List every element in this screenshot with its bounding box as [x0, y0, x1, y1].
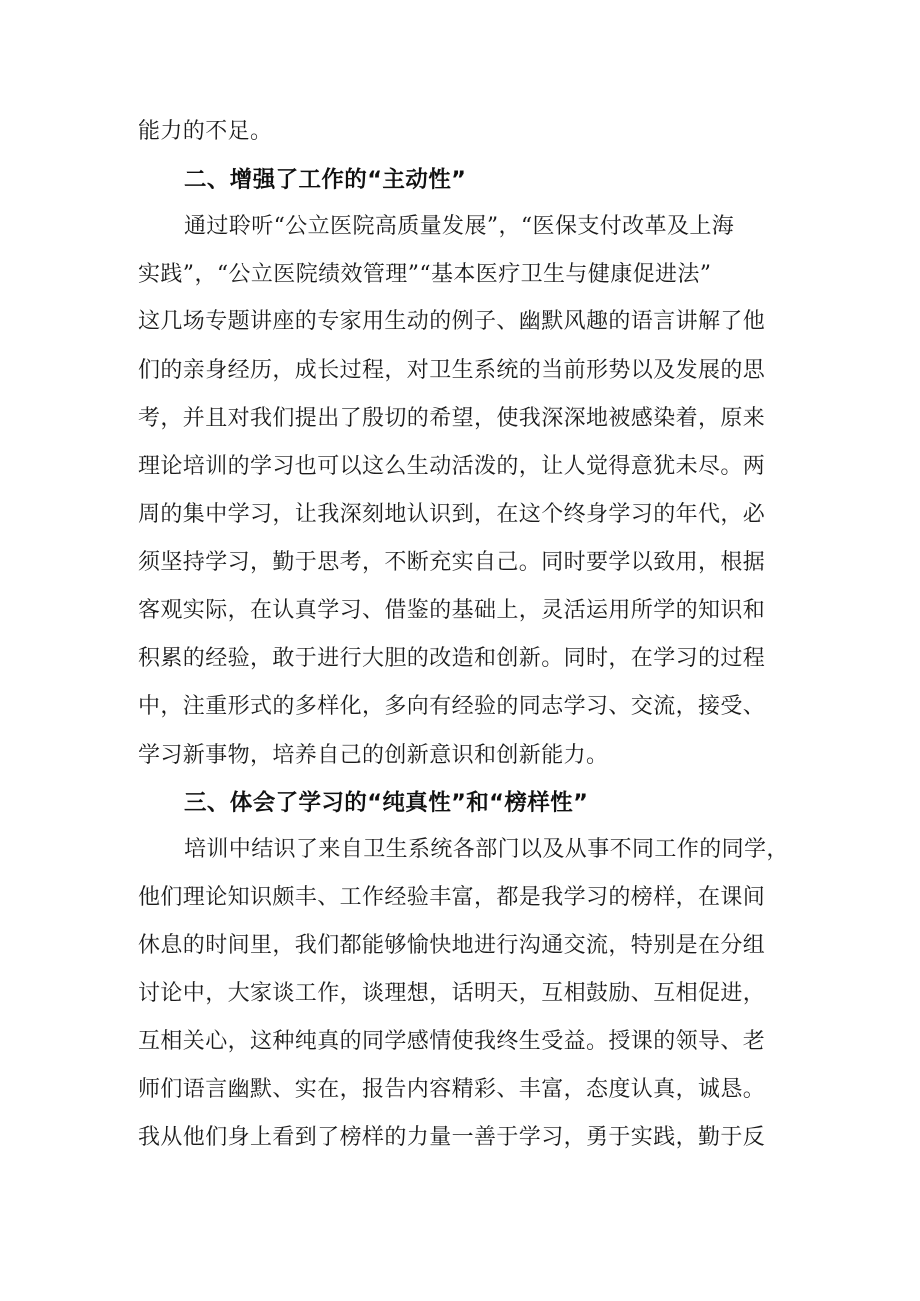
- paragraph-line: 师们语言幽默、实在，报告内容精彩、丰富，态度认真，诚恳。: [138, 1077, 766, 1102]
- paragraph-line: 学习新事物，培养自己的创新意识和创新能力。: [138, 743, 609, 768]
- paragraph-line: 客观实际，在认真学习、借鉴的基础上，灵活运用所学的知识和: [138, 598, 766, 623]
- paragraph-line: 须坚持学习，勤于思考，不断充实自己。同时要学以致用，根据: [138, 550, 766, 575]
- paragraph-line: 们的亲身经历，成长过程，对卫生系统的当前形势以及发展的思: [138, 358, 766, 383]
- paragraph-line: 讨论中，大家谈工作，谈理想，话明天，互相鼓励、互相促进，: [138, 981, 766, 1006]
- paragraph-line: 考，并且对我们提出了殷切的希望，使我深深地被感染着，原来: [138, 406, 766, 431]
- paragraph-line: 我从他们身上看到了榜样的力量一善于学习，勇于实践，勤于反: [138, 1125, 766, 1150]
- paragraph-line: 培训中结识了来自卫生系统各部门以及从事不同工作的同学，: [184, 837, 789, 862]
- paragraph-line: 理论培训的学习也可以这么生动活泼的，让人觉得意犹未尽。两: [138, 454, 766, 479]
- paragraph-line: 能力的不足。: [138, 119, 273, 144]
- section-heading-3: 三、体会了学习的“纯真性”和“榜样性”: [184, 790, 589, 816]
- section-heading-2: 二、增强了工作的“主动性”: [184, 167, 467, 193]
- paragraph-line: 这几场专题讲座的专家用生动的例子、幽默风趣的语言讲解了他: [138, 309, 766, 334]
- paragraph-line: 中，注重形式的多样化，多向有经验的同志学习、交流，接受、: [138, 694, 766, 719]
- paragraph-line: 实践”，“公立医院绩效管理”“基本医疗卫生与健康促进法”: [138, 262, 712, 287]
- paragraph-line: 休息的时间里，我们都能够愉快地进行沟通交流，特别是在分组: [138, 933, 766, 958]
- paragraph-line: 积累的经验，敢于进行大胆的改造和创新。同时，在学习的过程: [138, 646, 766, 671]
- paragraph-line: 他们理论知识颇丰、工作经验丰富，都是我学习的榜样，在课间: [138, 885, 766, 910]
- paragraph-line: 互相关心，这种纯真的同学感情使我终生受益。授课的领导、老: [138, 1029, 766, 1054]
- paragraph-line: 通过聆听“公立医院高质量发展”，“医保支付改革及上海: [184, 214, 735, 239]
- paragraph-line: 周的集中学习，让我深刻地认识到，在这个终身学习的年代，必: [138, 502, 766, 527]
